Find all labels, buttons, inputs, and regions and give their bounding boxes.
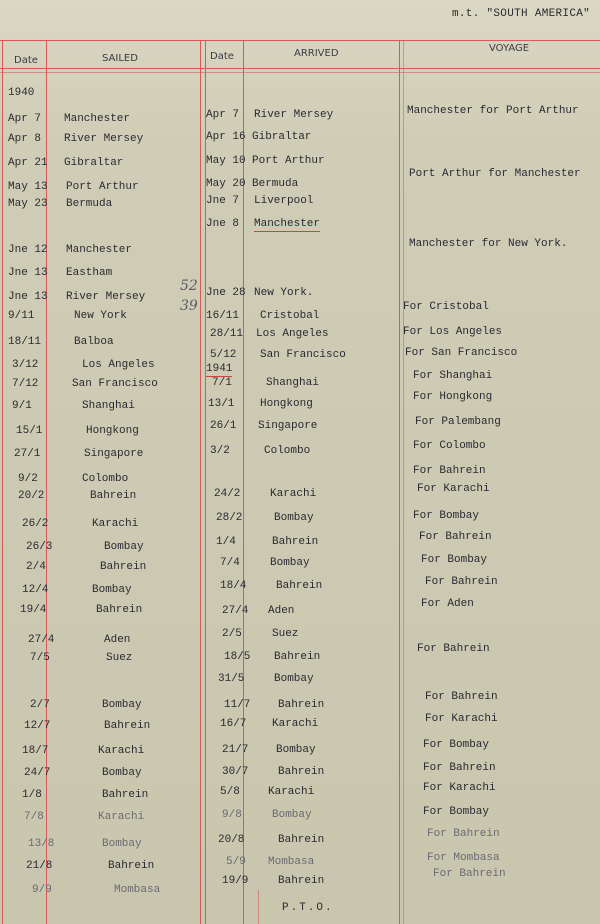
arrived-place: Los Angeles xyxy=(256,328,329,340)
arrived-date: 16/11 xyxy=(206,310,240,322)
voyage-entry: For Bahrein xyxy=(417,643,490,655)
sailed-date: 1/8 xyxy=(22,789,42,801)
sailed-place: River Mersey xyxy=(64,133,144,145)
arrived-date: Jne 28 xyxy=(206,287,246,299)
voyage-entry: For Shanghai xyxy=(413,370,493,382)
sailed-date: Jne 13 xyxy=(8,291,48,303)
sailed-date: 2/4 xyxy=(26,561,46,573)
arrived-date: 7/1 xyxy=(212,377,232,389)
arrived-date: 7/4 xyxy=(220,557,240,569)
arrived-place: Karachi xyxy=(268,786,315,798)
voyage-entry: For Karachi xyxy=(417,483,490,495)
voyage-entry: Port Arthur for Manchester xyxy=(409,168,581,180)
sailed-place: Karachi xyxy=(98,811,145,823)
voyage-entry: For San Francisco xyxy=(405,347,518,359)
voyage-entry: For Mombasa xyxy=(427,852,500,864)
sailed-date: 19/4 xyxy=(20,604,47,616)
sailed-place: Colombo xyxy=(82,473,129,485)
sailed-date: 27/4 xyxy=(28,634,55,646)
rule-sailed-end-double xyxy=(205,40,206,924)
sailed-date: 2/7 xyxy=(30,699,50,711)
voyage-entry: For Karachi xyxy=(425,713,498,725)
header-top-rule xyxy=(0,40,600,41)
rule-voyage-double xyxy=(403,40,404,924)
sailed-date: 26/3 xyxy=(26,541,53,553)
arrived-date: 5/12 xyxy=(210,349,237,361)
sailed-place: Aden xyxy=(104,634,131,646)
voyage-entry: For Bahrein xyxy=(425,576,498,588)
sailed-date: Jne 12 xyxy=(8,244,48,256)
sailed-place: Bombay xyxy=(102,699,142,711)
sailed-place: Shanghai xyxy=(82,400,135,412)
sailed-date: 27/1 xyxy=(14,448,41,460)
arrived-date: 11/7 xyxy=(224,699,251,711)
sailed-place: Bahrein xyxy=(100,561,147,573)
arrived-place: New York. xyxy=(254,287,314,299)
sailed-date: 12/7 xyxy=(24,720,51,732)
arrived-place: Aden xyxy=(268,605,295,617)
arrived-place: Bahrein xyxy=(278,875,325,887)
voyage-entry: For Bombay xyxy=(423,806,490,818)
sailed-date: 9/9 xyxy=(32,884,52,896)
arrived-date: Apr 16 xyxy=(206,131,246,143)
margin-note: 39 xyxy=(180,298,198,314)
arrived-date: May 20 xyxy=(206,178,246,190)
arrived-date: 5/8 xyxy=(220,786,240,798)
arrived-date: 18/4 xyxy=(220,580,247,592)
arrived-place: Bahrein xyxy=(278,834,325,846)
sailed-date: 21/8 xyxy=(26,860,53,872)
sailed-date: 7/5 xyxy=(30,652,50,664)
header-double-rule xyxy=(0,72,600,73)
sailed-date: 9/11 xyxy=(8,310,35,322)
arrived-date: 19/9 xyxy=(222,875,249,887)
sailed-place: Bahrein xyxy=(96,604,143,616)
voyage-entry: For Bahrein xyxy=(427,828,500,840)
arrived-place: Cristobal xyxy=(260,310,320,322)
sailed-place: Eastham xyxy=(66,267,113,279)
arrived-place: Suez xyxy=(272,628,299,640)
sailed-place: San Francisco xyxy=(72,378,158,390)
voyage-entry: Manchester for Port Arthur xyxy=(407,105,579,117)
rule-voyage xyxy=(399,40,400,924)
sailed-place: Manchester xyxy=(64,113,131,125)
rule-sailed-end xyxy=(200,40,201,924)
arrived-date: 5/9 xyxy=(226,856,246,868)
arrived-date: 13/1 xyxy=(208,398,235,410)
arrived-place: Mombasa xyxy=(268,856,315,868)
sailed-date: 18/11 xyxy=(8,336,42,348)
arrived-date: 21/7 xyxy=(222,744,249,756)
sailed-place: Bahrein xyxy=(90,490,137,502)
header-arrived: ARRIVED xyxy=(294,48,339,59)
sailed-date: Apr 8 xyxy=(8,133,42,145)
arrived-date: Jne 7 xyxy=(206,195,240,207)
arrived-place: Manchester xyxy=(254,218,321,230)
voyage-entry: For Bahrein xyxy=(423,762,496,774)
arrived-date: 24/2 xyxy=(214,488,241,500)
sailed-place: River Mersey xyxy=(66,291,146,303)
voyage-entry: For Bahrein xyxy=(419,531,492,543)
voyage-entry: For Aden xyxy=(421,598,474,610)
voyage-entry: For Karachi xyxy=(423,782,496,794)
rule-sailed-date xyxy=(46,40,47,924)
voyage-entry: For Hongkong xyxy=(413,391,493,403)
voyage-entry: For Bombay xyxy=(423,739,490,751)
arrived-place: Bermuda xyxy=(252,178,299,190)
arrived-place: Bombay xyxy=(274,512,314,524)
sailed-place: Bombay xyxy=(102,767,142,779)
voyage-entry: For Colombo xyxy=(413,440,486,452)
voyage-entry: For Bahrein xyxy=(413,465,486,477)
arrived-date: 18/5 xyxy=(224,651,251,663)
header-date-sailed: Date xyxy=(14,55,38,66)
arrived-date: 28/11 xyxy=(210,328,244,340)
sailed-date: Apr 7 xyxy=(8,113,42,125)
voyage-entry: For Cristobal xyxy=(403,301,489,313)
arrived-place: Bahrein xyxy=(278,699,325,711)
arrived-date: 27/4 xyxy=(222,605,249,617)
voyage-entry: For Palembang xyxy=(415,416,501,428)
header-voyage: VOYAGE xyxy=(489,43,530,54)
header-date-arrived: Date xyxy=(210,51,234,62)
header-bottom-rule xyxy=(0,68,600,69)
header-sailed: SAILED xyxy=(102,53,138,64)
sailed-place: Singapore xyxy=(84,448,144,460)
rule-arrived-date xyxy=(243,40,244,924)
sailed-date: May 13 xyxy=(8,181,48,193)
arrived-date: 16/7 xyxy=(220,718,247,730)
sailed-date: 3/12 xyxy=(12,359,39,371)
arrived-date: 30/7 xyxy=(222,766,249,778)
margin-note: 52 xyxy=(180,278,198,294)
arrived-place: Karachi xyxy=(272,718,319,730)
sailed-place: Bombay xyxy=(102,838,142,850)
arrived-place: Colombo xyxy=(264,445,311,457)
voyage-entry: For Bahrein xyxy=(433,868,506,880)
sailed-place: Bombay xyxy=(104,541,144,553)
sailed-place: Suez xyxy=(106,652,133,664)
arrived-place: Shanghai xyxy=(266,377,319,389)
arrived-date: 9/8 xyxy=(222,809,242,821)
page-turn-over: P.T.O. xyxy=(282,902,334,914)
sailed-date: 7/8 xyxy=(24,811,44,823)
sailed-date: 12/4 xyxy=(22,584,49,596)
rule-left-edge xyxy=(2,40,3,924)
arrived-place: Bombay xyxy=(274,673,314,685)
sailed-date: 15/1 xyxy=(16,425,43,437)
voyage-entry: For Bombay xyxy=(421,554,488,566)
sailed-date: 18/7 xyxy=(22,745,49,757)
sailed-date: Apr 21 xyxy=(8,157,48,169)
arrived-place: River Mersey xyxy=(254,109,334,121)
arrived-place: Bombay xyxy=(276,744,316,756)
arrived-date: 26/1 xyxy=(210,420,237,432)
sailed-place: Bermuda xyxy=(66,198,113,210)
sailed-date: 24/7 xyxy=(24,767,51,779)
arrived-date: 3/2 xyxy=(210,445,230,457)
sailed-place: Mombasa xyxy=(114,884,161,896)
sailed-date: 26/2 xyxy=(22,518,49,530)
arrived-date: May 10 xyxy=(206,155,246,167)
arrived-place: Bahrein xyxy=(278,766,325,778)
voyage-entry: For Bahrein xyxy=(425,691,498,703)
sailed-place: Bahrein xyxy=(104,720,151,732)
arrived-date: Apr 7 xyxy=(206,109,240,121)
rule-arrived-date-double xyxy=(258,890,259,924)
sailed-date: Jne 13 xyxy=(8,267,48,279)
sailed-date: 9/2 xyxy=(18,473,38,485)
sailed-date: 9/1 xyxy=(12,400,32,412)
arrived-place: Liverpool xyxy=(254,195,314,207)
arrived-place: Bombay xyxy=(272,809,312,821)
arrived-place: Bahrein xyxy=(272,536,319,548)
year-1941: 1941 xyxy=(206,363,233,375)
arrived-place: Singapore xyxy=(258,420,318,432)
voyage-entry: Manchester for New York. xyxy=(409,238,568,250)
arrived-place: Bombay xyxy=(270,557,310,569)
arrived-place: Port Arthur xyxy=(252,155,325,167)
arrived-place: Hongkong xyxy=(260,398,313,410)
sailed-place: Hongkong xyxy=(86,425,139,437)
arrived-date: 31/5 xyxy=(218,673,245,685)
sailed-place: New York xyxy=(74,310,127,322)
arrived-date: 1/4 xyxy=(216,536,236,548)
sailed-place: Karachi xyxy=(98,745,145,757)
sailed-date: May 23 xyxy=(8,198,48,210)
voyage-entry: For Bombay xyxy=(413,510,480,522)
arrived-date: 20/8 xyxy=(218,834,245,846)
sailed-place: Manchester xyxy=(66,244,133,256)
arrived-date: 2/5 xyxy=(222,628,242,640)
sailed-place: Bahrein xyxy=(108,860,155,872)
sailed-place: Balboa xyxy=(74,336,114,348)
sailed-date: 13/8 xyxy=(28,838,55,850)
sailed-place: Port Arthur xyxy=(66,181,139,193)
sailed-place: Karachi xyxy=(92,518,139,530)
arrived-place: Gibraltar xyxy=(252,131,312,143)
sailed-date: 7/12 xyxy=(12,378,39,390)
arrived-place: Bahrein xyxy=(274,651,321,663)
arrived-date: Jne 8 xyxy=(206,218,240,230)
sailed-place: Los Angeles xyxy=(82,359,155,371)
vessel-name: m.t. "SOUTH AMERICA" xyxy=(452,8,591,20)
arrived-date: 28/2 xyxy=(216,512,243,524)
sailed-date: 20/2 xyxy=(18,490,45,502)
sailed-place: Bahrein xyxy=(102,789,149,801)
sailed-place: Bombay xyxy=(92,584,132,596)
year-1940: 1940 xyxy=(8,87,35,99)
arrived-place: San Francisco xyxy=(260,349,346,361)
sailed-place: Gibraltar xyxy=(64,157,124,169)
arrived-place: Bahrein xyxy=(276,580,323,592)
arrived-place: Karachi xyxy=(270,488,317,500)
voyage-entry: For Los Angeles xyxy=(403,326,503,338)
